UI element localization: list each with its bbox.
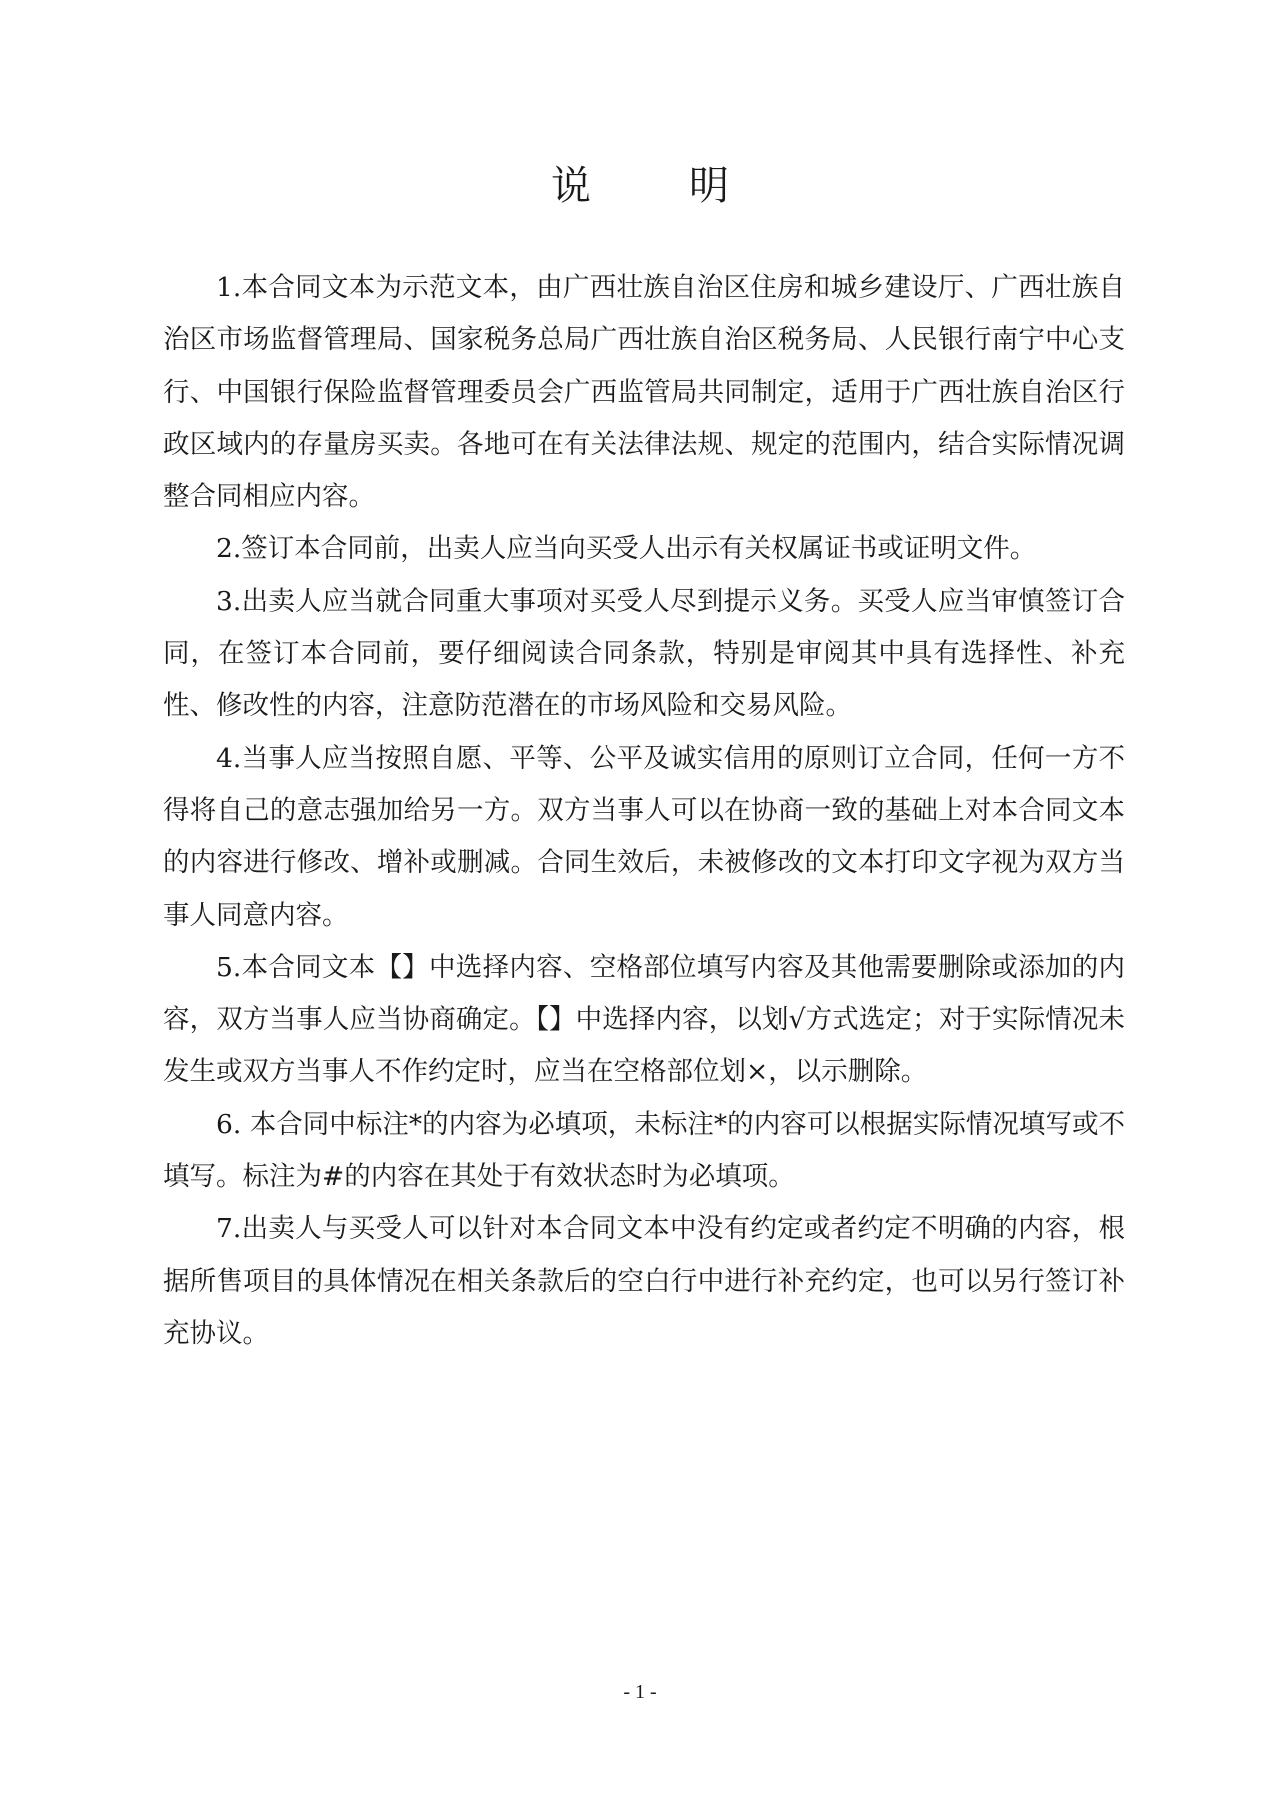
page-title [0,158,1280,214]
paragraph-5: 5.本合同文本【】中选择内容、空格部位填写内容及其他需要删除或添加的内容，双方当事人应当协商确定。【】中选择内容，以划√方式选定；对于实际情况未发生或双方当事人不作约定时，应当在空格部位划×，以示删除。 [163,951,1125,1088]
page-number: - 1 - [623,1681,657,1703]
paragraph-7: 7.出卖人与买受人可以针对本合同文本中没有约定或者约定不明确的内容，根据所售项目的具体情况在相关条款后的空白行中进行补充约定，也可以另行签订补充协议。 [163,1213,1125,1349]
paragraph-2: 2.签订本合同前，出卖人应当向买受人出示有关权属证书或证明文件。 [216,533,1037,565]
title-char-2: 明 [689,163,729,209]
paragraph-3: 3.出卖人应当就合同重大事项对买受人尽到提示义务。买受人应当审慎签订合同，在签订本合同前，要仔细阅读合同条款，特别是审阅其中具有选择性、补充性、修改性的内容，注意防范潜在的市场风险和交易风险。 [163,585,1125,722]
paragraph-1: 1.本合同文本为示范文本，由广西壮族自治区住房和城乡建设厅、广西壮族自治区市场监督管理局、国家税务总局广西壮族自治区税务局、人民银行南宁中心支行、中国银行保险监督管理委员会广西监管局共同制定，适用于广西壮族自治区行政区域内的存量房买卖。各地可在有关法律法规、规定的范围内，结合实际情况调整合同相应内容。 [163,272,1125,513]
paragraph-4: 4.当事人应当按照自愿、平等、公平及诚实信用的原则订立合同，任何一方不得将自己的意志强加给另一方。双方当事人可以在协商一致的基础上对本合同文本的内容进行修改、增补或删减。合同生效后，未被修改的文本打印文字视为双方当事人同意内容。 [163,742,1125,931]
document-body [163,262,1125,1360]
title-char-1: 说 [551,163,591,209]
paragraph-6: 6. 本合同中标注*的内容为必填项，未标注*的内容可以根据实际情况填写或不填写。标注为#的内容在其处于有效状态时为必填项。 [163,1108,1125,1193]
